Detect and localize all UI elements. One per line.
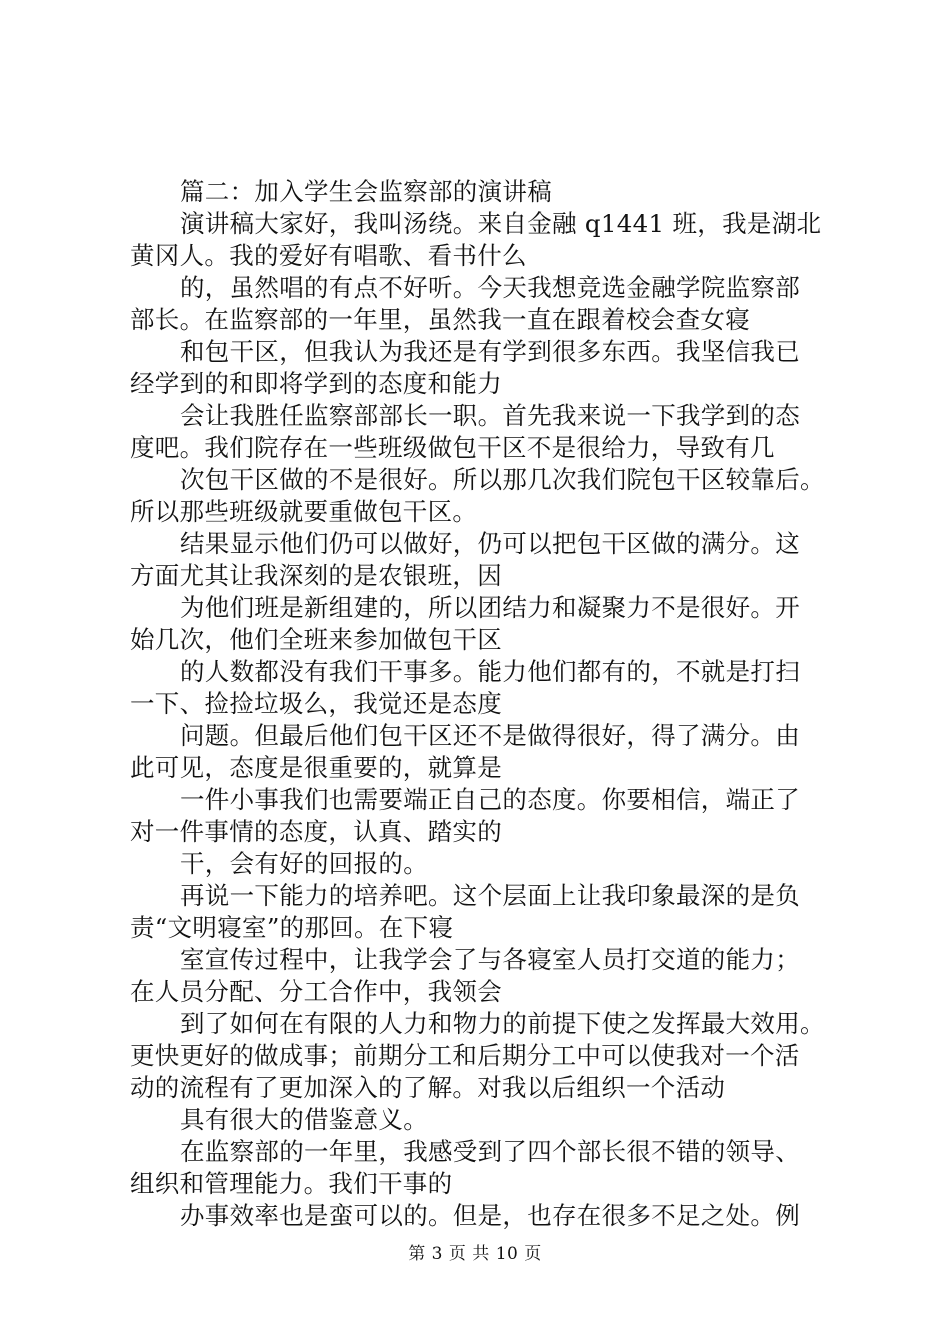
text-line: 动的流程有了更加深入的了解。对我以后组织一个活动 xyxy=(130,1073,726,1102)
page-number-footer: 第 3 页 共 10 页 xyxy=(408,1244,542,1264)
text-line: 的，虽然唱的有点不好听。今天我想竞选金融学院监察部 xyxy=(180,273,800,302)
text-line: 结果显示他们仍可以做好，仍可以把包干区做的满分。这 xyxy=(180,529,800,558)
text-line: 此可见，态度是很重要的，就算是 xyxy=(130,753,502,782)
document-body xyxy=(130,176,850,1232)
text-line: 具有很大的借鉴意义。 xyxy=(180,1105,428,1134)
text-line: 室宣传过程中，让我学会了与各寝室人员打交道的能力； xyxy=(180,945,800,974)
text-line: 干，会有好的回报的。 xyxy=(180,849,428,878)
text-line: 黄冈人。我的爱好有唱歌、看书什么 xyxy=(130,241,527,270)
text-line: 一件小事我们也需要端正自己的态度。你要相信，端正了 xyxy=(180,785,800,814)
text-line: 办事效率也是蛮可以的。但是，也存在很多不足之处。例 xyxy=(180,1201,800,1230)
text-line: 度吧。我们院存在一些班级做包干区不是很给力，导致有几 xyxy=(130,433,775,462)
text-line: 再说一下能力的培养吧。这个层面上让我印象最深的是负 xyxy=(180,881,800,910)
text-line: 始几次，他们全班来参加做包干区 xyxy=(130,625,502,654)
section-title: 篇二：加入学生会监察部的演讲稿 xyxy=(180,177,552,206)
text-line: 一下、捡捡垃圾么，我觉还是态度 xyxy=(130,689,502,718)
text-line: 所以那些班级就要重做包干区。 xyxy=(130,497,478,526)
text-line: 到了如何在有限的人力和物力的前提下使之发挥最大效用。 xyxy=(180,1009,825,1038)
text-line: 会让我胜任监察部部长一职。首先我来说一下我学到的态 xyxy=(180,401,800,430)
text-line: 部长。在监察部的一年里，虽然我一直在跟着校会查女寝 xyxy=(130,305,750,334)
text-line: 更快更好的做成事；前期分工和后期分工中可以使我对一个活 xyxy=(130,1041,800,1070)
text-line: 和包干区，但我认为我还是有学到很多东西。我坚信我已 xyxy=(180,337,800,366)
text-line: 方面尤其让我深刻的是农银班，因 xyxy=(130,561,502,590)
text-line: 的人数都没有我们干事多。能力他们都有的，不就是打扫 xyxy=(180,657,800,686)
text-line: 组织和管理能力。我们干事的 xyxy=(130,1169,453,1198)
text-line: 经学到的和即将学到的态度和能力 xyxy=(130,369,502,398)
text-line: 责“文明寝室”的那回。在下寝 xyxy=(130,913,454,942)
text-line: 对一件事情的态度，认真、踏实的 xyxy=(130,817,502,846)
text-line: 演讲稿大家好，我叫汤绕。来自金融 q1441 班，我是湖北 xyxy=(180,209,822,238)
text-line: 问题。但最后他们包干区还不是做得很好，得了满分。由 xyxy=(180,721,800,750)
text-line: 在监察部的一年里，我感受到了四个部长很不错的领导、 xyxy=(180,1137,800,1166)
text-line: 在人员分配、分工合作中，我领会 xyxy=(130,977,502,1006)
text-line: 为他们班是新组建的，所以团结力和凝聚力不是很好。开 xyxy=(180,593,800,622)
text-line: 次包干区做的不是很好。所以那几次我们院包干区较靠后。 xyxy=(180,465,825,494)
